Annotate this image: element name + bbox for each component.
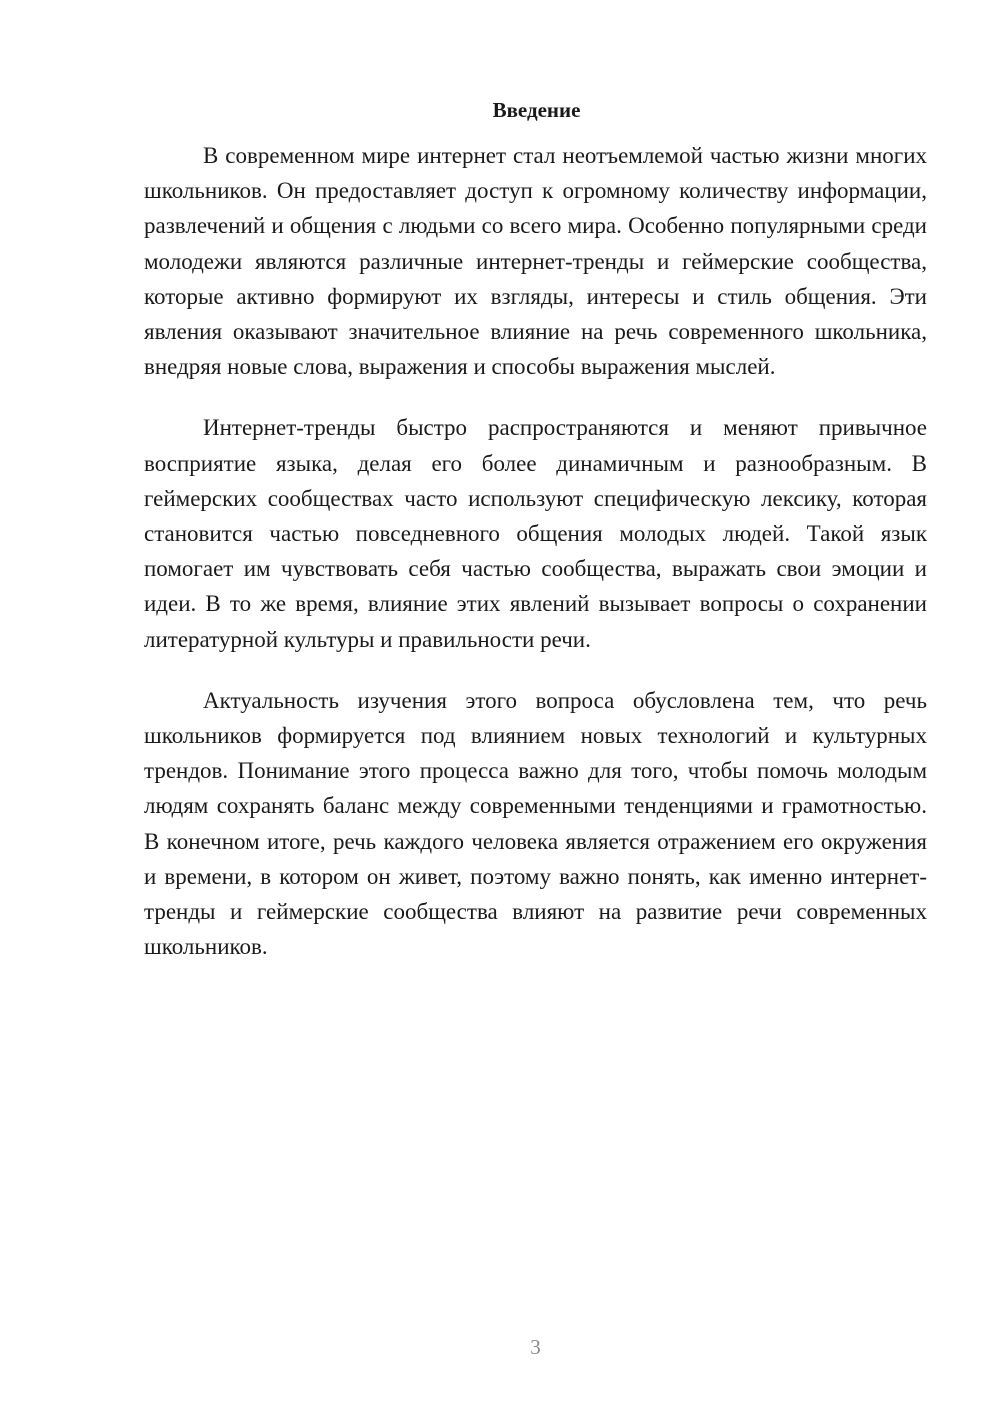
paragraph-3: Актуальность изучения этого вопроса обусловлена тем, что речь школьников формируется под влиянием новых технологий и культурных трендов. Понимание этого процесса важно для того, чтобы помочь молодым людям сохранять баланс между современными тенденциями и грамотностью. В конечном итоге, речь каждого человека является отражением его окружения и времени, в котором он живет, поэтому важно понять, как именно интернет-тренды и геймерские сообщества влияют на развитие речи современных школьников. [144,687,927,960]
paragraph-2: Интернет-тренды быстро распространяются и меняют привычное восприятие языка, делая его более динамичным и разнообразным. В геймерских сообществах часто используют специфическую лексику, которая становится частью повседневного общения молодых людей. Такой язык помогает им чувствовать себя частью сообщества, выражать свои эмоции и идеи. В то же время, влияние этих явлений вызывает вопросы о сохранении литературной культуры и правильности речи. [144,415,927,652]
paragraph-1: В современном мире интернет стал неотъемлемой частью жизни многих школьников. Он предоставляет доступ к огромному количеству информации, развлечений и общения с людьми со всего мира. Особенно популярными среди молодежи являются различные интернет-тренды и геймерские сообщества, которые активно формируют их взгляды, интересы и стиль общения. Эти явления оказывают значительное влияние на речь современного школьника, внедряя новые слова, выражения и способы выражения мыслей. [144,143,927,380]
page-number: 3 [530,1335,541,1359]
section-heading: Введение [492,98,581,122]
page-content [144,96,927,990]
